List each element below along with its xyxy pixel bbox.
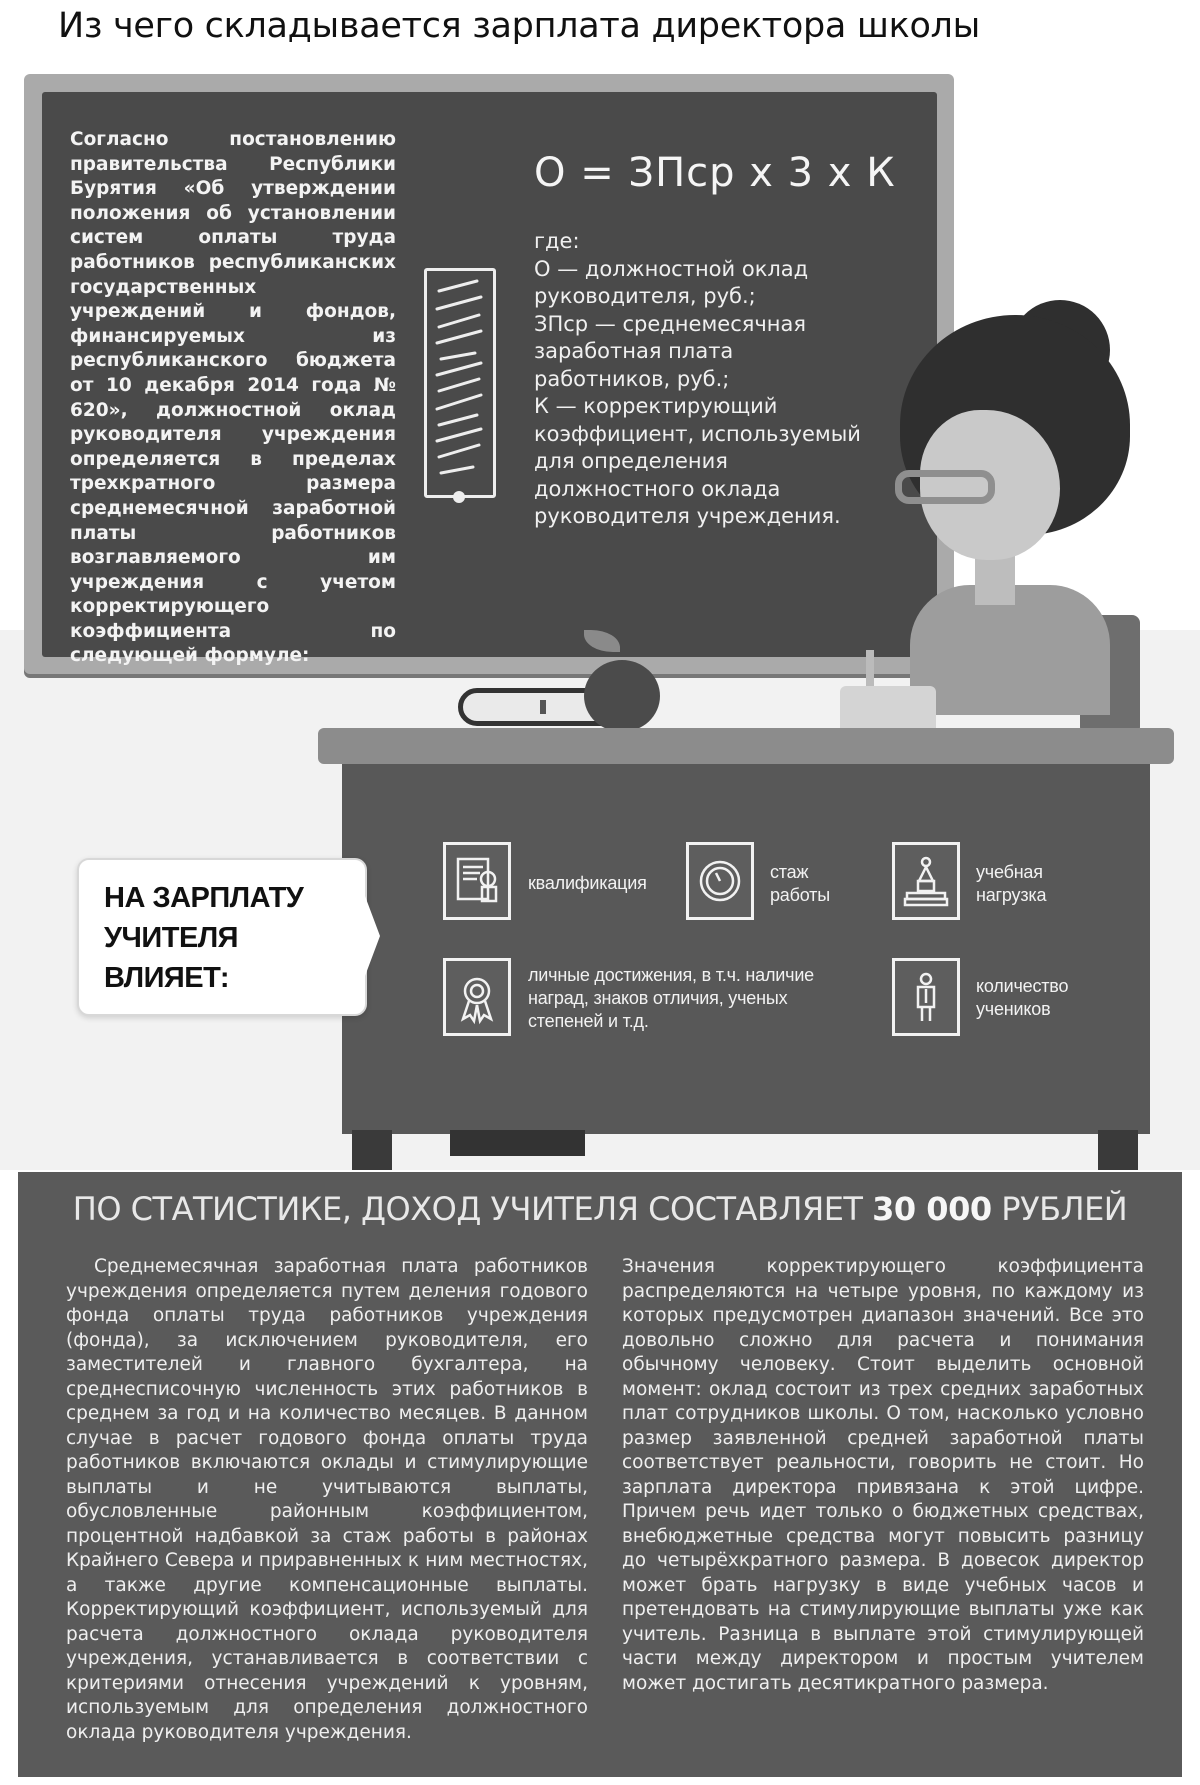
statistics-heading-prefix: ПО СТАТИСТИКЕ, ДОХОД УЧИТЕЛЯ СОСТАВЛЯЕТ [72, 1190, 863, 1228]
clock-icon [686, 842, 754, 920]
books-icon [892, 842, 960, 920]
board-regulation-text: Согласно постановлению правительства Республики Бурятия «Об утверждении положения об установлении систем оплаты труда работников республиканских государственных учреждений и фондов, финансируемых из республиканского бюджета от 10 декабря 2014 года № 620», должностной оклад руководителя учреждения определяется в пределах трехкратного размера среднемесячной заработной платы работников возглавляемого им учреждения с учетом корректирующего коэффициента по следующей формуле: [70, 129, 396, 667]
statistics-heading-suffix: РУБЛЕЙ [1001, 1190, 1128, 1228]
ruler-icon [424, 268, 496, 498]
badge-arrow [356, 872, 380, 1000]
apple-icon [584, 660, 660, 732]
statistics-heading [18, 1190, 1182, 1228]
student-icon [892, 958, 960, 1036]
book-mark [540, 700, 546, 714]
ruler-knob [453, 491, 465, 503]
pencil-cup [840, 686, 936, 732]
factor-label-workload: учебная нагрузка [976, 862, 1047, 905]
formula-legend [534, 228, 872, 531]
legend-line: ЗПср — среднемесячная заработная плата работников, руб.; [534, 311, 807, 391]
desk-drawer [450, 1130, 585, 1156]
statistics-left-column: Среднемесячная заработная плата работников учреждения определяется путем деления годового фонда оплаты труда работников учреждения (фонда), за исключением руководителя, его заместителей и главного бухгалтера, на среднесписочную численность этих работников в среднем за год и на количество месяцев. В данном случае в расчет годового фонда оплаты труда работников включаются оклады и стимулирующие выплаты и не учитываются выплаты, обусловленные районным коэффициентом, процентной надбавкой за стаж работы в районах Крайнего Севера и приравненных к ним местностях, а также другие компенсационные выплаты. Корректирующий коэффициент, используемый для расчета должностного оклада руководителя учреждения, устанавливается в соответствии с критериями отнесения учреждений к уровням, используемым для определения должностного оклада руководителя учреждения. [66, 1256, 588, 1743]
factor-label-achievements: личные достижения, в т.ч. наличие наград, знаков отличия, ученых степеней и т.д. [528, 965, 814, 1031]
certificate-icon [443, 842, 511, 920]
desk-leg [1098, 1130, 1138, 1170]
statistics-heading-value: 30 000 [872, 1190, 992, 1228]
legend-line: К — корректирующий коэффициент, используемый для определения должностного оклада руководителя учреждения. [534, 394, 861, 528]
glasses-icon [895, 470, 995, 504]
salary-formula: О = ЗПср х 3 х К [534, 150, 896, 196]
desk-body [342, 764, 1150, 1134]
page-title: Из чего складывается зарплата директора школы [58, 6, 980, 46]
factor-label-students: количество учеников [976, 976, 1069, 1019]
factor-label-experience: стаж работы [770, 862, 830, 905]
legend-line: где: [534, 229, 580, 253]
factor-label-qualification: квалификация [528, 873, 647, 893]
desk-top [318, 728, 1174, 764]
ruler-scribble [427, 271, 493, 495]
desk-leg [352, 1130, 392, 1170]
statistics-right-column: Значения корректирующего коэффициента распределяются на четыре уровня, по каждому из которых предусмотрен диапазон значений. Все это довольно сложно для расчета и понимания обычному человеку. Стоит выделить основной момент: оклад состоит из трех средних заработных плат сотрудников школы. О том, насколько условно размер заявленной средней заработной платы соответствует реальности, говорить не стоит. Но зарплата директора привязана к этой цифре. Причем речь идет только о бюджетных средствах, внебюджетные средства могут повысить разницу до четырёхкратного размера. В довесок директор может брать нагрузку в виде учебных часов и претендовать на стимулирующие выплаты уже как учитель. Разница в выплате этой стимулирующей части между директором и простым учителем может достигать десятикратного размера. [622, 1256, 1144, 1694]
legend-line: О — должностной оклад руководителя, руб.; [534, 256, 809, 308]
influence-badge-text: НА ЗАРПЛАТУ УЧИТЕЛЯ ВЛИЯЕТ: [104, 882, 304, 994]
medal-icon [443, 958, 511, 1036]
